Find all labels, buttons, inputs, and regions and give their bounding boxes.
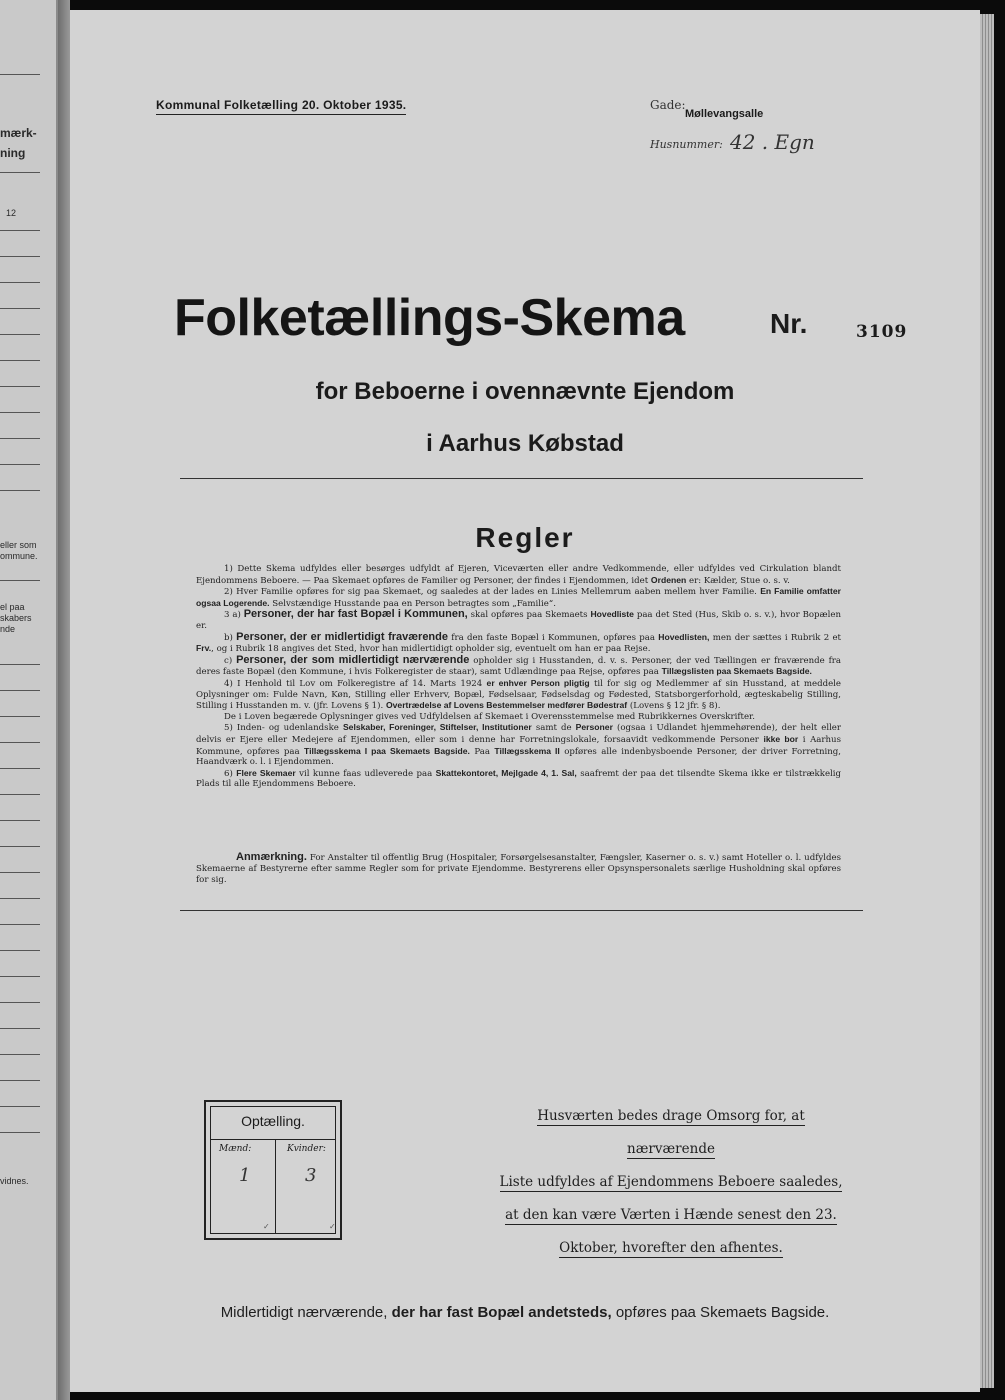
page-stack-edge [980,14,994,1388]
form-number-value: 3109 [856,322,908,342]
left-page-fragment: 12 [6,208,17,218]
rule-6: 6) Flere Skemaer vil kunne faas udleverede paa Skattekontoret, Mejlgade 4, 1. Sal, saafremt der paa det tilsendte Skema ikke er tilstrækkelig Plads til alle Ejendommens Beboere. [196,767,842,790]
rule-4: 4) I Henhold til Lov om Folkeregistre af 14. Marts 1924 er enhver Person pligtig til for sig og Medlemmer af sin Husstand, at meddele Oplysninger om: Fulde Navn, Køn, Stilling eller Erhverv, Bopæl, Fødselsaar, Fødselsdag og Fødested, Statsborgerforhold, ægteskabelig Stilling, Stilling i Husstanden m. v. (jfr. Lovens § 1). Overtrædelse af Lovens Bestemmelser medfører Bødestraf (Lovens § 12 jfr. § 8). [196,677,842,712]
census-form-page [70,10,980,1392]
rule-1: 1) Dette Skema udfyldes eller besørges udfyldt af Ejeren, Viceværten eller andre Vedkommende, eller udfyldes ved Cirkulation blandt Ejendommens Beboere. — Paa Skemaet opføres de Familier og Personer, der findes i Ejendommen, idet Ordenen er: Kælder, Stue o. s. v. [196,564,841,586]
count-box [204,1100,342,1240]
notice-line: at den kan være Værten i Hænde senest den 23. [505,1207,837,1223]
left-page-fragment: ommune. [0,551,38,561]
left-page-fragment: el paa [0,602,25,612]
left-page-fragment: vidnes. [0,1176,29,1186]
form-number-label: Nr. [770,308,808,339]
checkmark-icon: ✓ [329,1222,336,1231]
street-label: Gade: [650,98,686,112]
left-page-fragment: mærk- [0,126,37,140]
remark-text: For Anstalter til offentlig Brug (Hospitaler, Forsørgelsesanstalter, Fængsler, Kaserner o. s. v.) samt Hoteller o. l. udfyldes Skemaerne af Bestyrerne efter samme Regler som for private Ejendomme. Bestyrerens eller Opsynspersonalets særlige Husholdning skal opføres for sig. [196,853,841,885]
notice-line: Liste udfyldes af Ejendommens Beboere saaledes, [499,1174,843,1190]
rules-heading: Regler [475,522,575,553]
divider [180,910,863,911]
checkmark-icon: ✓ [263,1222,270,1231]
form-subtitle-city: i Aarhus Købstad [426,430,624,457]
remark-lead: Anmærkning. [236,851,307,863]
book-gutter [58,0,70,1400]
notice-line: Husværten bedes drage Omsorg for, at nærværende [537,1108,805,1157]
count-title: Optælling. [241,1113,305,1129]
rule-5: 5) Inden- og udenlandske Selskaber, Foreninger, Stiftelser, Institutioner samt de Personer (ogsaa i Udlandet hjemmehørende), der helt eller delvis er Ejere eller Medejere af Ejendommen, eller som i denne har Forretningslokale, forsaavidt vedkommende Personer ikke bor i Aarhus Kommune, opføres paa Tillægsskema I paa Skemaets Bagside. Paa Tillægsskema II opføres alle indenbysboende Personer, der driver Forretning, Haandværk o. l. i Ejendommen. [196,722,842,768]
divider [180,478,863,479]
left-page-fragment: ning [0,146,26,160]
women-label: Kvinder: [287,1144,326,1154]
men-count-value: 1 [239,1165,251,1186]
rule-2: 2) Hver Familie opføres for sig paa Skemaet, og saaledes at der lades en Linies Mellemrum aaben mellem hver Familie. En Familie omfatter ogsaa Logerende. Selvstændige Husstande paa en Person betragtes som „Familie“. [196,586,842,609]
rule-3b: b) Personer, der er midlertidigt fraværende fra den faste Bopæl i Kommunen, opføres paa Hovedlisten, men der sættes i Rubrik 2 et Frv., og i Rubrik 18 angives det Sted, hvor han midlertidigt opholder sig, eventuelt om han er paa Rejse. [196,630,842,655]
men-label: Mænd: [219,1144,252,1154]
left-page-fragment: eller som [0,540,37,550]
footer-note: Midlertidigt nærværende, der har fast Bopæl andetsteds, opføres paa Skemaets Bagside. [220,1304,830,1321]
notice-line: Oktober, hvorefter den afhentes. [559,1240,783,1256]
landlord-notice [495,1100,847,1265]
left-page-fragment: nde [0,624,16,634]
remark-note [196,852,841,885]
women-count-value: 3 [305,1165,317,1186]
street-value: Møllevangsalle [685,108,764,120]
left-facing-page [0,0,58,1400]
census-header: Kommunal Folketælling 20. Oktober 1935. [156,98,406,115]
form-title: Folketællings-Skema [174,289,685,347]
house-number-value: 42 . Egn [730,130,815,154]
house-number-label: Husnummer: [650,138,723,151]
rule-3a: 3 a) Personer, der har fast Bopæl i Kommunen, skal opføres paa Skemaets Hovedliste paa det Sted (Hus, Skib o. s. v.), hvor Bopælen er. [196,608,842,631]
form-subtitle-residents: for Beboerne i ovennævnte Ejendom [315,378,735,405]
rules-text [196,564,841,790]
rule-4-continued: De i Loven begærede Oplysninger gives ved Udfyldelsen af Skemaet i Overensstemmelse med Rubrikkernes Overskrifter. [224,711,755,722]
rule-3c: c) Personer, der som midlertidigt nærværende opholder sig i Husstanden, d. v. s. Personer, der ved Tællingen er fraværende fra deres faste Bopæl (den Kommune, i hvis Folkeregister de staar), samt Udlændinge paa Rejse, opføres paa Tillægslisten paa Skemaets Bagside. [196,653,842,678]
left-page-fragment: skabers [0,613,32,623]
